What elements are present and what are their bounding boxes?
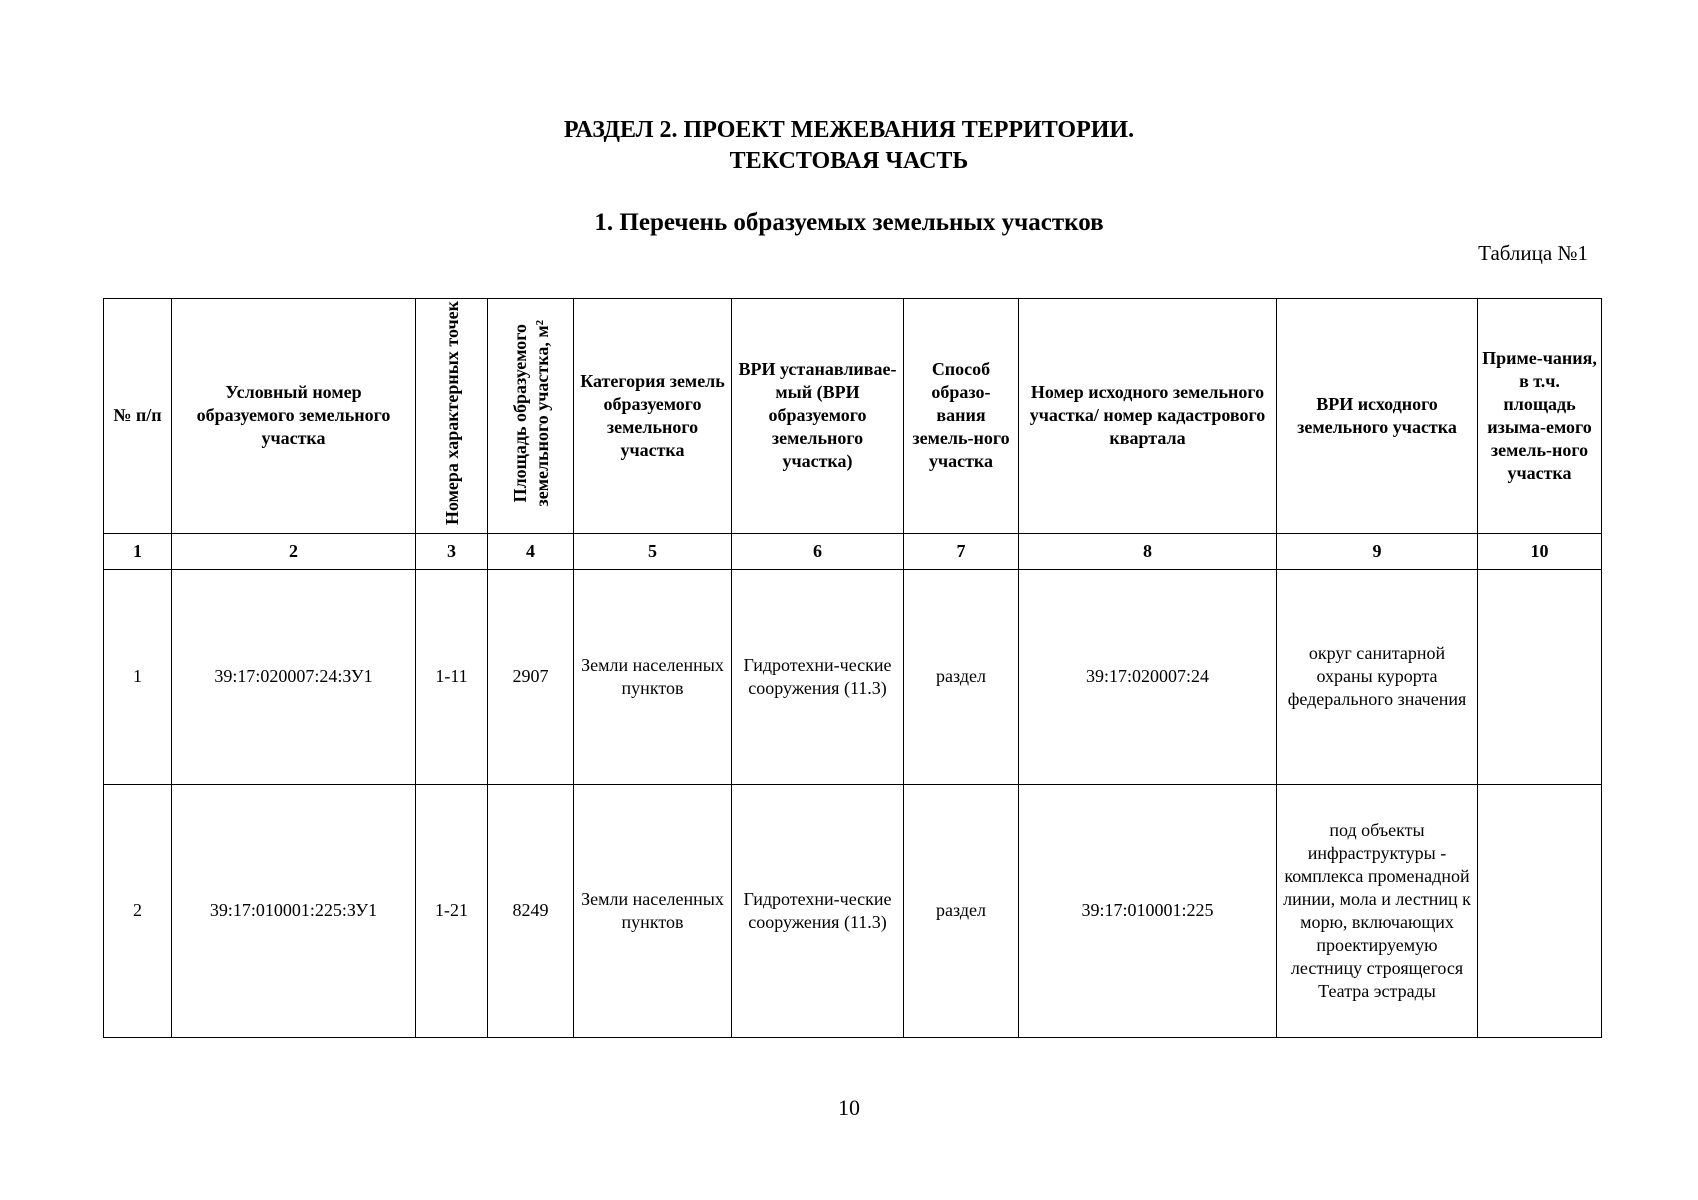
- page-number: 10: [838, 1095, 860, 1120]
- notes: [1478, 784, 1602, 1037]
- table-row: [104, 569, 1602, 784]
- section-heading: 1. Перечень образуемых земельных участков: [594, 209, 1104, 236]
- column-number: 7: [904, 533, 1019, 569]
- header-formation-method: Способ образо-вания земель-ного участка: [904, 299, 1019, 534]
- header-vri: ВРИ устанавливае-мый (ВРИ образуемого земельного участка): [732, 299, 904, 534]
- table-caption: Таблица №1: [1478, 241, 1588, 265]
- header-source-plot: Номер исходного земельного участка/ номер кадастрового квартала: [1019, 299, 1277, 534]
- header-plot-number: Условный номер образуемого земельного участка: [172, 299, 416, 534]
- column-number: 6: [732, 533, 904, 569]
- formation-method: раздел: [904, 784, 1019, 1037]
- header-number: № п/п: [104, 299, 172, 534]
- table-header-row: [104, 299, 1602, 534]
- row-number: 2: [104, 784, 172, 1037]
- source-vri: округ санитарной охраны курорта федерального значения: [1277, 569, 1478, 784]
- vri: Гидротехни-ческие сооружения (11.3): [732, 784, 904, 1037]
- notes: [1478, 569, 1602, 784]
- document-title-line1: РАЗДЕЛ 2. ПРОЕКТ МЕЖЕВАНИЯ ТЕРРИТОРИИ.: [563, 117, 1135, 143]
- source-vri: под объекты инфраструктуры - комплекса променадной линии, мола и лестниц к морю, включающих проектируемую лестницу строящегося Театра эстрады: [1277, 784, 1478, 1037]
- points: 1-11: [416, 569, 488, 784]
- row-number: 1: [104, 569, 172, 784]
- land-category: Земли населенных пунктов: [574, 569, 732, 784]
- column-number: 10: [1478, 533, 1602, 569]
- header-points-label: Номера характерных точек: [441, 301, 462, 525]
- column-number: 1: [104, 533, 172, 569]
- column-number: 3: [416, 533, 488, 569]
- plot-number: 39:17:020007:24:ЗУ1: [172, 569, 416, 784]
- area: 8249: [488, 784, 574, 1037]
- formation-method: раздел: [904, 569, 1019, 784]
- source-plot: 39:17:010001:225: [1019, 784, 1277, 1037]
- vri: Гидротехни-ческие сооружения (11.3): [732, 569, 904, 784]
- header-points: [416, 299, 488, 534]
- column-number: 9: [1277, 533, 1478, 569]
- header-source-vri: ВРИ исходного земельного участка: [1277, 299, 1478, 534]
- area: 2907: [488, 569, 574, 784]
- document-title-line2: ТЕКСТОВАЯ ЧАСТЬ: [729, 148, 969, 174]
- header-area-line2: земельного участка, м²: [531, 319, 552, 507]
- header-land-category: Категория земель образуемого земельного участка: [574, 299, 732, 534]
- source-plot: 39:17:020007:24: [1019, 569, 1277, 784]
- table-row: [104, 784, 1602, 1037]
- header-area: [488, 299, 574, 534]
- points: 1-21: [416, 784, 488, 1037]
- column-number: 2: [172, 533, 416, 569]
- land-plots-table: [103, 298, 1602, 1038]
- land-category: Земли населенных пунктов: [574, 784, 732, 1037]
- column-number: 8: [1019, 533, 1277, 569]
- header-notes: Приме-чания, в т.ч. площадь изыма-емого земель-ного участка: [1478, 299, 1602, 534]
- plot-number: 39:17:010001:225:ЗУ1: [172, 784, 416, 1037]
- column-number: 4: [488, 533, 574, 569]
- column-number: 5: [574, 533, 732, 569]
- column-number-row: [104, 533, 1602, 569]
- header-area-line1: Площадь образуемого: [509, 323, 530, 503]
